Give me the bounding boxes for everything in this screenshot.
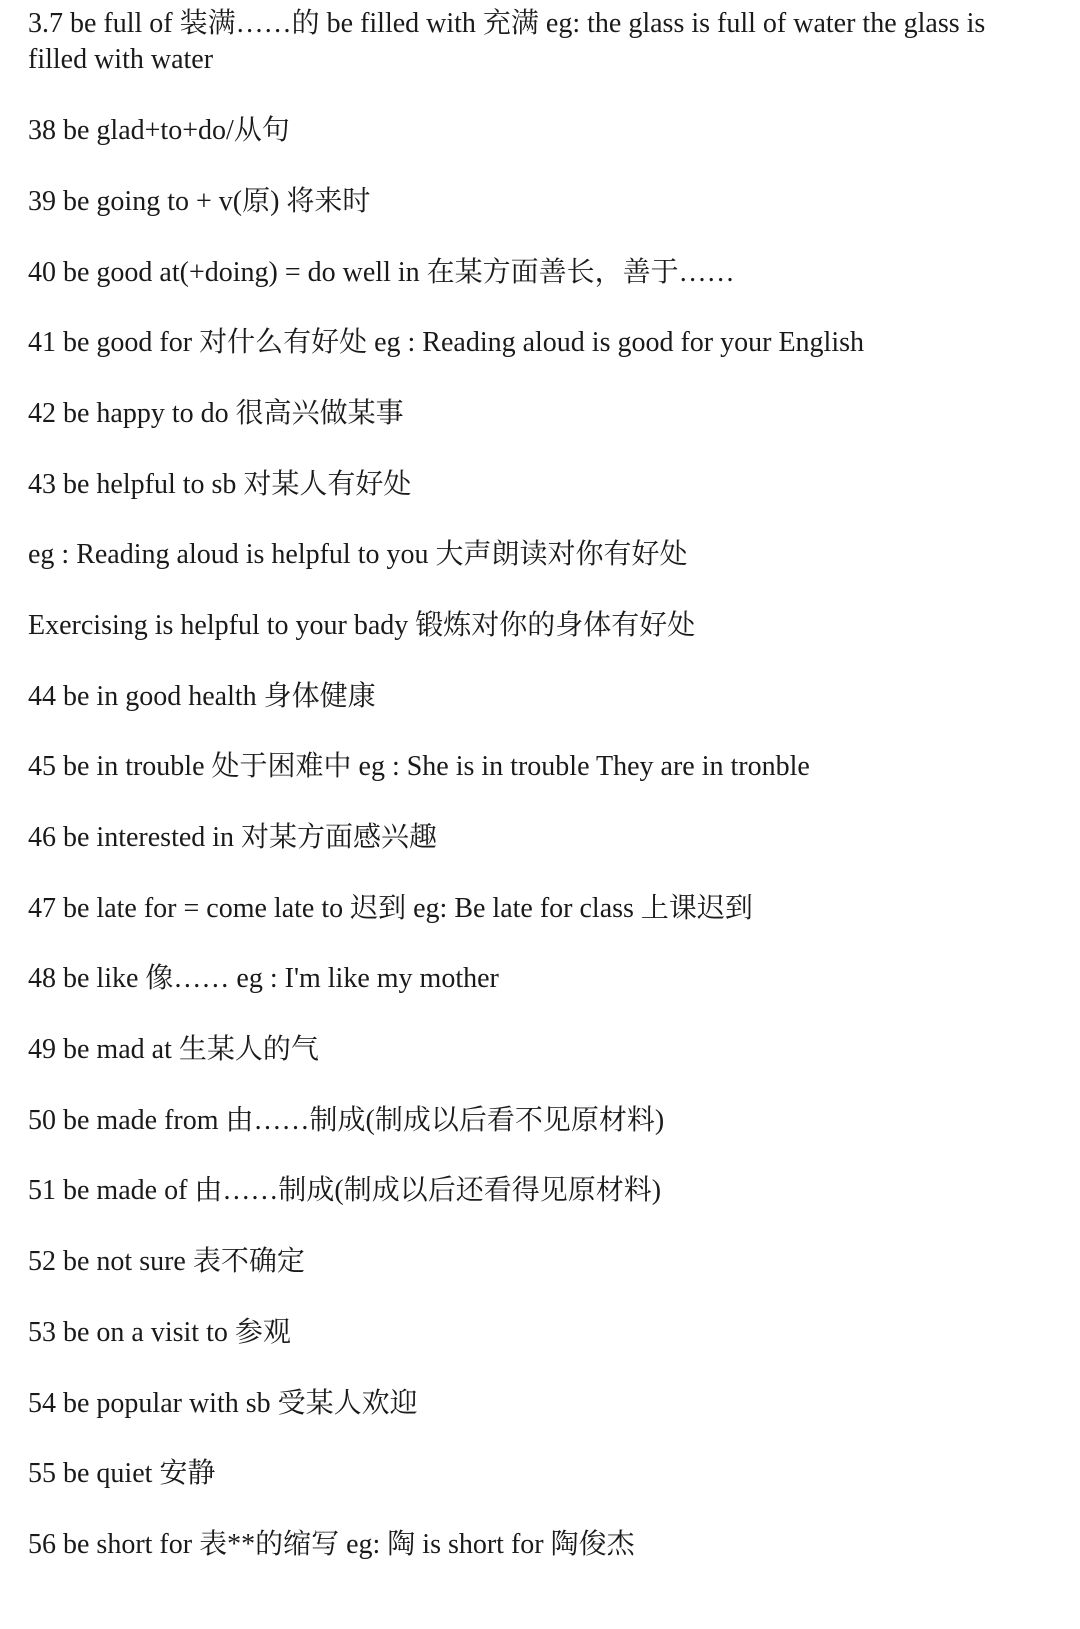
entry-43-example-2: Exercising is helpful to your bady 锻炼对你的身体有好处: [28, 610, 696, 641]
entry-49: 49 be mad at 生某人的气: [28, 1034, 319, 1065]
entry-48: 48 be like 像…… eg : I'm like my mother: [28, 963, 499, 994]
entry-52: 52 be not sure 表不确定: [28, 1246, 305, 1277]
entry-55: 55 be quiet 安静: [28, 1458, 216, 1489]
entry-53: 53 be on a visit to 参观: [28, 1317, 291, 1348]
entry-51: 51 be made of 由……制成(制成以后还看得见原材料): [28, 1175, 662, 1206]
entry-46: 46 be interested in 对某方面感兴趣: [28, 822, 438, 853]
entry-56: 56 be short for 表**的缩写 eg: 陶 is short for 陶俊杰: [28, 1529, 635, 1560]
entry-54: 54 be popular with sb 受某人欢迎: [28, 1388, 418, 1419]
entry-42: 42 be happy to do 很高兴做某事: [28, 398, 404, 429]
entry-38: 38 be glad+to+do/从句: [28, 115, 290, 146]
entry-41: 41 be good for 对什么有好处 eg : Reading aloud is good for your English: [28, 327, 865, 358]
entry-43-example-1: eg : Reading aloud is helpful to you 大声朗读对你有好处: [28, 539, 688, 570]
entry-39: 39 be going to + v(原) 将来时: [28, 186, 371, 217]
entry-37: 3.7 be full of 装满……的 be filled with 充满 eg: the glass is full of water the glass is filled with water: [28, 8, 986, 75]
entry-47: 47 be late for = come late to 迟到 eg: Be late for class 上课迟到: [28, 893, 753, 924]
entry-50: 50 be made from 由……制成(制成以后看不见原材料): [28, 1105, 665, 1136]
entry-45: 45 be in trouble 处于困难中 eg : She is in trouble They are in tronble: [28, 751, 810, 782]
entry-44: 44 be in good health 身体健康: [28, 681, 376, 712]
entry-43: 43 be helpful to sb 对某人有好处: [28, 469, 412, 500]
entry-40: 40 be good at(+doing) = do well in 在某方面善长，善于……: [28, 257, 735, 288]
